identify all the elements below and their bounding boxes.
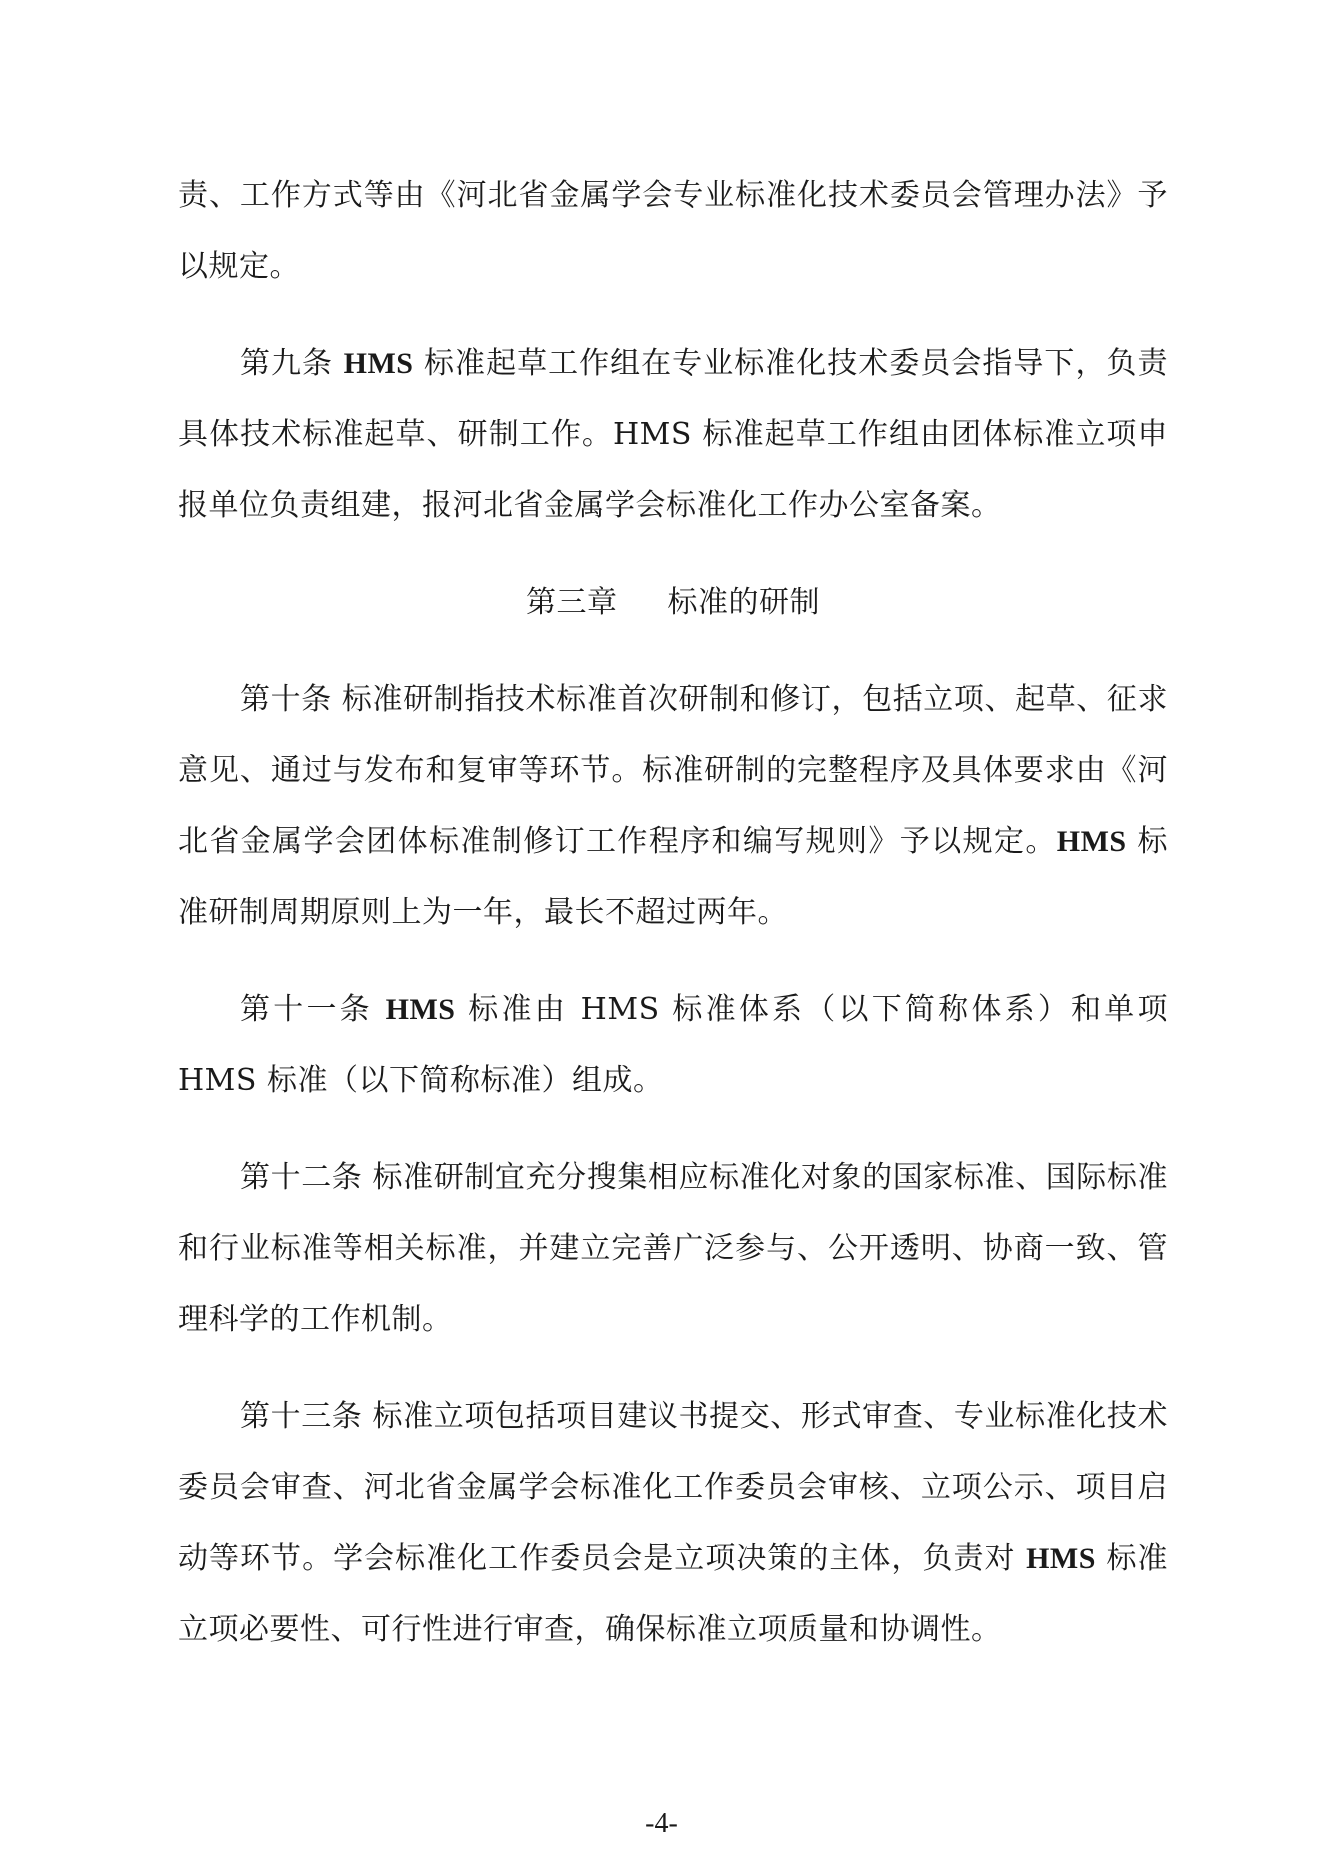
page-number: -4- [645, 1808, 678, 1839]
article-9 [178, 328, 1168, 541]
chapter-title: 标准的研制 [667, 585, 820, 620]
hms-bold-text: HMS [343, 347, 414, 380]
document-body [178, 160, 1168, 1691]
text-segment: 标准立项必要性、可行性进行审查，确保标准立项质量和协调性。 [178, 1541, 1168, 1647]
text-segment: 第十一条 [240, 992, 386, 1027]
article-13 [178, 1381, 1168, 1665]
text-segment: 第九条 [240, 346, 344, 381]
hms-bold-text: HMS [1026, 1542, 1096, 1575]
text-segment: 标准起草工作组在专业标准化技术委员会指导下，负责具体技术标准起草、研制工作。HMS 标准起草工作组由团体标准立项申报单位负责组建，报河北省金属学会标准化工作办公室备案。 [178, 346, 1168, 523]
article-12 [178, 1142, 1168, 1355]
hms-bold-text: HMS [1056, 825, 1127, 858]
chapter-heading [178, 567, 1168, 638]
hms-bold-text: HMS [385, 993, 456, 1026]
text-segment: 标准研制周期原则上为一年，最长不超过两年。 [178, 824, 1168, 930]
text-segment: 责、工作方式等由《河北省金属学会专业标准化技术委员会管理办法》予以规定。 [178, 178, 1168, 284]
text-segment: 第十二条 标准研制宜充分搜集相应标准化对象的国家标准、国际标准和行业标准等相关标准，并建立完善广泛参与、公开透明、协商一致、管理科学的工作机制。 [178, 1160, 1168, 1337]
text-segment: 第十条 标准研制指技术标准首次研制和修订，包括立项、起草、征求意见、通过与发布和复审等环节。标准研制的完整程序及具体要求由《河北省金属学会团体标准制修订工作程序和编写规则》予以规定。 [178, 682, 1168, 859]
chapter-number: 第三章 [526, 585, 618, 620]
text-segment: 第十三条 标准立项包括项目建议书提交、形式审查、专业标准化技术委员会审查、河北省金属学会标准化工作委员会审核、立项公示、项目启动等环节。学会标准化工作委员会是立项决策的主体，负责对 [178, 1399, 1168, 1576]
text-segment: 标准由 HMS 标准体系（以下简称体系）和单项 HMS 标准（以下简称标准）组成。 [178, 992, 1168, 1098]
paragraph-continuation [178, 160, 1168, 302]
article-10 [178, 664, 1168, 948]
article-11 [178, 974, 1168, 1116]
